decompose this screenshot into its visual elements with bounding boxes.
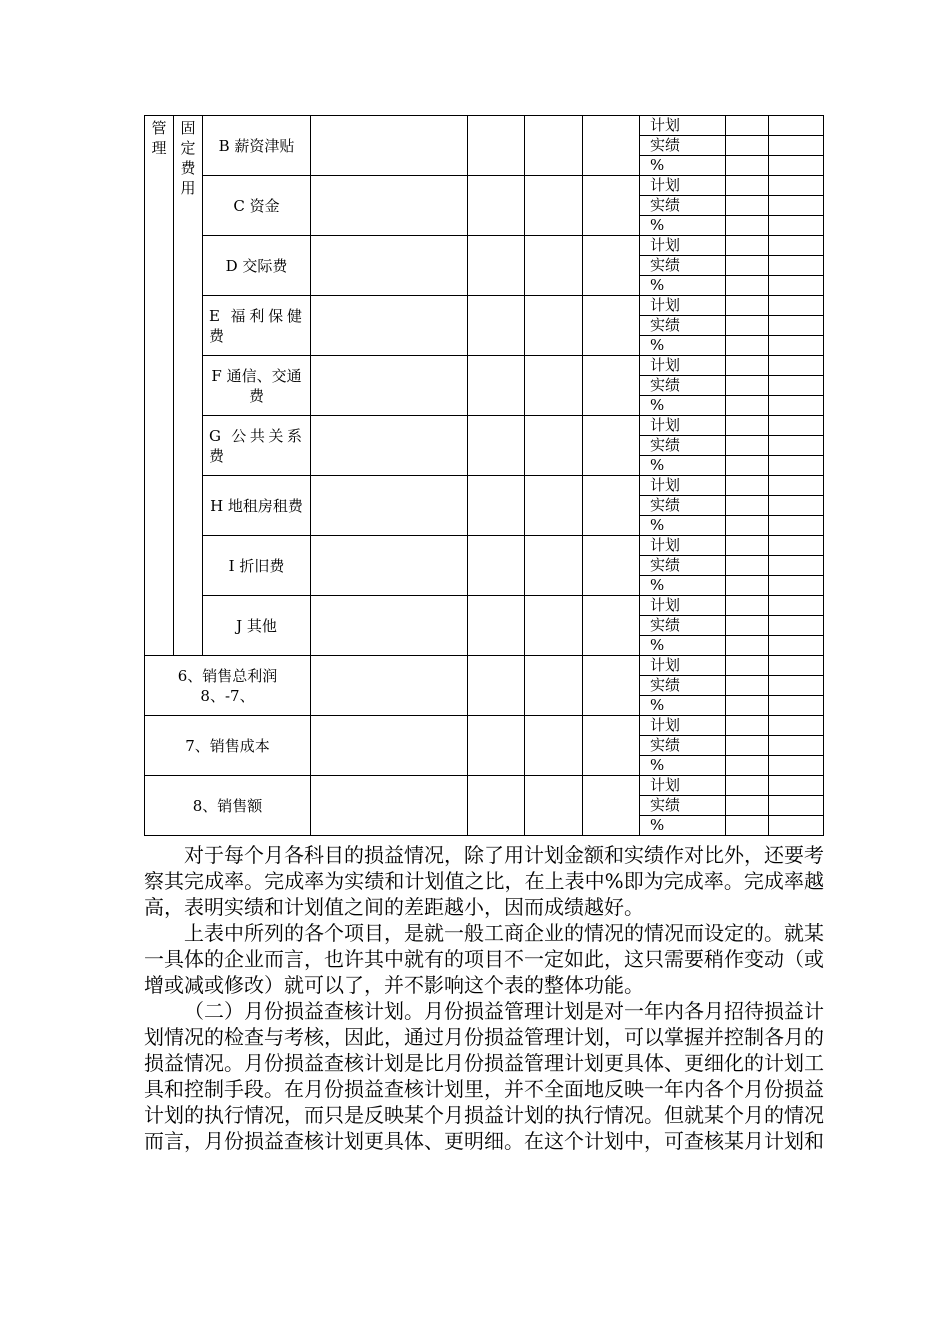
table-row — [145, 416, 824, 436]
sub-label-cell: % — [640, 756, 726, 776]
value-cell — [583, 536, 640, 596]
sub-label-cell: 实绩 — [640, 616, 726, 636]
value-cell — [311, 296, 468, 356]
sub-label-cell: % — [640, 576, 726, 596]
value-cell — [726, 456, 769, 476]
value-cell — [769, 316, 824, 336]
sub-label-cell: 计划 — [640, 536, 726, 556]
table-row — [145, 536, 824, 556]
value-cell — [468, 716, 525, 776]
value-cell — [769, 176, 824, 196]
value-cell — [468, 536, 525, 596]
value-cell — [311, 236, 468, 296]
value-cell — [726, 716, 769, 736]
sub-label-cell: 实绩 — [640, 796, 726, 816]
value-cell — [583, 596, 640, 656]
sub-label-cell: 计划 — [640, 476, 726, 496]
value-cell — [525, 536, 583, 596]
value-cell — [769, 496, 824, 516]
value-cell — [726, 316, 769, 336]
sub-label-cell: 实绩 — [640, 436, 726, 456]
value-cell — [468, 656, 525, 716]
group-label-cell: 固定费用 — [174, 116, 203, 656]
paragraph-completion-rate: 对于每个月各科目的损益情况，除了用计划金额和实绩作对比外，还要考察其完成率。完成率为实绩和计划值之比，在上表中%即为完成率。完成率越高，表明实绩和计划值之间的差距越小，因而成绩越好。 — [144, 843, 824, 919]
value-cell — [726, 516, 769, 536]
sub-label-cell: 计划 — [640, 236, 726, 256]
value-cell — [583, 476, 640, 536]
value-cell — [726, 336, 769, 356]
value-cell — [769, 696, 824, 716]
value-cell — [525, 476, 583, 536]
sub-label-cell: 实绩 — [640, 736, 726, 756]
item-label-cell: H 地租房租费 — [203, 476, 311, 536]
value-cell — [726, 296, 769, 316]
value-cell — [468, 116, 525, 176]
value-cell — [726, 276, 769, 296]
sub-label-cell: % — [640, 156, 726, 176]
sub-label-cell: % — [640, 276, 726, 296]
sub-label-cell: 计划 — [640, 656, 726, 676]
value-cell — [769, 156, 824, 176]
value-cell — [311, 116, 468, 176]
value-cell — [769, 416, 824, 436]
sub-label-cell: 实绩 — [640, 316, 726, 336]
item-label-cell: C 资金 — [203, 176, 311, 236]
value-cell — [769, 716, 824, 736]
value-cell — [769, 276, 824, 296]
value-cell — [726, 496, 769, 516]
value-cell — [726, 696, 769, 716]
table-row — [145, 476, 824, 496]
value-cell — [583, 116, 640, 176]
sub-label-cell: 计划 — [640, 596, 726, 616]
value-cell — [769, 796, 824, 816]
sub-label-cell: 计划 — [640, 116, 726, 136]
value-cell — [726, 216, 769, 236]
value-cell — [769, 336, 824, 356]
total-label-cell: 8、销售额 — [145, 776, 311, 836]
value-cell — [769, 436, 824, 456]
item-label-cell: F 通信、交通费 — [203, 356, 311, 416]
item-label-cell: D 交际费 — [203, 236, 311, 296]
value-cell — [583, 416, 640, 476]
sub-label-cell: % — [640, 696, 726, 716]
sub-label-cell: % — [640, 516, 726, 536]
sub-label-cell: 计划 — [640, 356, 726, 376]
table-row — [145, 236, 824, 256]
value-cell — [769, 516, 824, 536]
value-cell — [726, 256, 769, 276]
value-cell — [769, 596, 824, 616]
sub-label-cell: 实绩 — [640, 136, 726, 156]
value-cell — [726, 116, 769, 136]
sub-label-cell: % — [640, 336, 726, 356]
sub-label-cell: 计划 — [640, 296, 726, 316]
sub-label-cell: 实绩 — [640, 256, 726, 276]
value-cell — [726, 536, 769, 556]
value-cell — [525, 596, 583, 656]
sub-label-cell: 实绩 — [640, 676, 726, 696]
table-row — [145, 776, 824, 796]
value-cell — [769, 116, 824, 136]
value-cell — [769, 396, 824, 416]
value-cell — [726, 396, 769, 416]
body-text — [144, 842, 824, 1154]
value-cell — [468, 296, 525, 356]
section-label-cell: 管理 — [145, 116, 174, 656]
profit-loss-table — [144, 115, 824, 836]
value-cell — [769, 476, 824, 496]
value-cell — [769, 776, 824, 796]
value-cell — [525, 116, 583, 176]
value-cell — [468, 176, 525, 236]
item-label-cell: E 福利保健费 — [203, 296, 311, 356]
value-cell — [726, 356, 769, 376]
paragraph-items-note: 上表中所列的各个项目，是就一般工商企业的情况的情况而设定的。就某一具体的企业而言，也许其中就有的项目不一定如此，这只需要稍作变动（或增或减或修改）就可以了，并不影响这个表的整体功能。 — [144, 921, 824, 997]
value-cell — [769, 256, 824, 276]
table-row — [145, 656, 824, 676]
sub-label-cell: 计划 — [640, 416, 726, 436]
sub-label-cell: 实绩 — [640, 376, 726, 396]
value-cell — [769, 356, 824, 376]
value-cell — [525, 296, 583, 356]
value-cell — [468, 776, 525, 836]
sub-label-cell: 实绩 — [640, 556, 726, 576]
value-cell — [311, 716, 468, 776]
value-cell — [726, 796, 769, 816]
sub-label-cell: % — [640, 216, 726, 236]
value-cell — [311, 656, 468, 716]
sub-label-cell: % — [640, 816, 726, 836]
value-cell — [583, 176, 640, 236]
value-cell — [311, 596, 468, 656]
value-cell — [311, 356, 468, 416]
value-cell — [583, 236, 640, 296]
value-cell — [525, 176, 583, 236]
value-cell — [769, 756, 824, 776]
total-label-cell: 7、销售成本 — [145, 716, 311, 776]
value-cell — [726, 576, 769, 596]
value-cell — [726, 816, 769, 836]
table-row — [145, 356, 824, 376]
value-cell — [726, 176, 769, 196]
sub-label-cell: % — [640, 456, 726, 476]
value-cell — [726, 656, 769, 676]
sub-label-cell: 实绩 — [640, 496, 726, 516]
value-cell — [726, 616, 769, 636]
value-cell — [583, 356, 640, 416]
value-cell — [726, 196, 769, 216]
value-cell — [769, 296, 824, 316]
value-cell — [583, 656, 640, 716]
paragraph-monthly-check-plan: （二）月份损益查核计划。月份损益管理计划是对一年内各月招待损益计划情况的检查与考核，因此，通过月份损益管理计划，可以掌握并控制各月的损益情况。月份损益查核计划是比月份损益管理计划更具体、更细化的计划工具和控制手段。在月份损益查核计划里，并不全面地反映一年内各个月份损益计划的执行情况，而只是反映某个月损益计划的执行情况。但就某个月的情况而言，月份损益查核计划更具体、更明细。在这个计划中，可查核某月计划和 — [144, 999, 824, 1153]
value-cell — [311, 476, 468, 536]
sub-label-cell: 实绩 — [640, 196, 726, 216]
table-row — [145, 116, 824, 136]
value-cell — [769, 456, 824, 476]
value-cell — [769, 216, 824, 236]
value-cell — [525, 776, 583, 836]
value-cell — [525, 656, 583, 716]
total-label-cell: 6、销售总利润 8、-7、 — [145, 656, 311, 716]
value-cell — [769, 736, 824, 756]
sub-label-cell: 计划 — [640, 716, 726, 736]
value-cell — [769, 556, 824, 576]
sub-label-cell: % — [640, 396, 726, 416]
value-cell — [726, 596, 769, 616]
value-cell — [726, 756, 769, 776]
value-cell — [468, 236, 525, 296]
value-cell — [726, 736, 769, 756]
value-cell — [726, 136, 769, 156]
value-cell — [311, 176, 468, 236]
value-cell — [769, 376, 824, 396]
table-row — [145, 596, 824, 616]
table-row — [145, 296, 824, 316]
value-cell — [769, 236, 824, 256]
value-cell — [525, 716, 583, 776]
value-cell — [583, 776, 640, 836]
value-cell — [311, 416, 468, 476]
value-cell — [525, 416, 583, 476]
sub-label-cell: % — [640, 636, 726, 656]
item-label-cell: B 薪资津贴 — [203, 116, 311, 176]
table-row — [145, 176, 824, 196]
value-cell — [726, 436, 769, 456]
item-label-cell: I 折旧费 — [203, 536, 311, 596]
value-cell — [583, 716, 640, 776]
value-cell — [726, 416, 769, 436]
value-cell — [769, 196, 824, 216]
value-cell — [769, 676, 824, 696]
value-cell — [769, 536, 824, 556]
value-cell — [525, 236, 583, 296]
value-cell — [311, 776, 468, 836]
sub-label-cell: 计划 — [640, 176, 726, 196]
sub-label-cell: 计划 — [640, 776, 726, 796]
value-cell — [769, 816, 824, 836]
value-cell — [468, 356, 525, 416]
value-cell — [726, 676, 769, 696]
value-cell — [726, 556, 769, 576]
value-cell — [769, 616, 824, 636]
value-cell — [726, 156, 769, 176]
value-cell — [769, 636, 824, 656]
item-label-cell: J 其他 — [203, 596, 311, 656]
value-cell — [468, 596, 525, 656]
value-cell — [726, 636, 769, 656]
item-label-cell: G 公共关系费 — [203, 416, 311, 476]
value-cell — [468, 476, 525, 536]
value-cell — [468, 416, 525, 476]
table-row — [145, 716, 824, 736]
value-cell — [769, 656, 824, 676]
value-cell — [583, 296, 640, 356]
value-cell — [726, 476, 769, 496]
value-cell — [726, 236, 769, 256]
value-cell — [726, 776, 769, 796]
value-cell — [311, 536, 468, 596]
value-cell — [769, 576, 824, 596]
value-cell — [769, 136, 824, 156]
value-cell — [525, 356, 583, 416]
value-cell — [726, 376, 769, 396]
